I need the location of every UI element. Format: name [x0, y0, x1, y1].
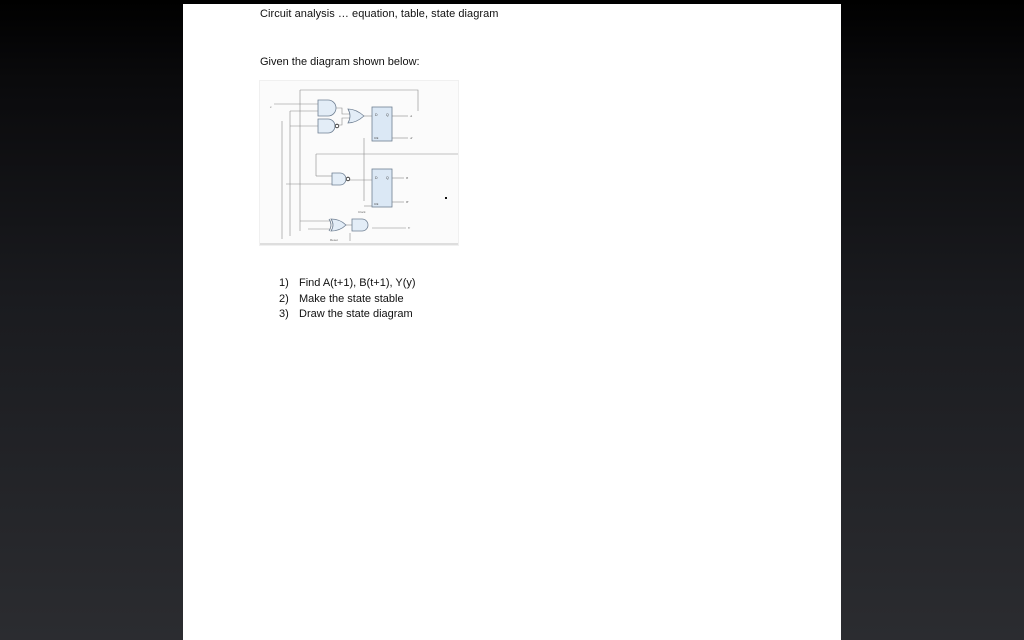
signal-a-label: A: [410, 114, 413, 118]
intro-text: Given the diagram shown below:: [260, 56, 420, 68]
ffb-d-label: D: [375, 176, 378, 180]
clock-label: Clock: [358, 210, 366, 214]
ffb-q-label: Q: [386, 176, 389, 180]
nand-gate: [332, 173, 346, 185]
or-gate: [348, 109, 364, 123]
circuit-svg: [260, 81, 458, 245]
reset-label: Reset: [330, 238, 338, 242]
xor-gate: [331, 219, 346, 231]
circuit-diagram: [259, 80, 459, 246]
document-page: [183, 4, 841, 640]
question-list: [279, 276, 416, 323]
ffa-clk-label: Clk: [374, 136, 379, 140]
list-item: [279, 276, 416, 292]
question-number: 3): [279, 308, 289, 320]
inverter-bubble: [335, 124, 339, 128]
ffb-clk-label: Clk: [374, 202, 379, 206]
list-item: [279, 307, 416, 323]
signal-b-not-label: B': [406, 200, 409, 204]
question-text: Find A(t+1), B(t+1), Y(y): [299, 277, 416, 289]
question-text: Draw the state diagram: [299, 308, 413, 320]
question-number: 1): [279, 277, 289, 289]
ffa-d-label: D: [375, 113, 378, 117]
and-gate-output: [352, 219, 368, 231]
question-text: Make the state stable: [299, 292, 404, 305]
signal-y-label: Y: [408, 226, 410, 230]
and-gate-2: [318, 119, 335, 133]
and-gate-1: [318, 100, 336, 116]
ffa-q-label: Q: [386, 113, 389, 117]
nand-bubble: [346, 177, 350, 181]
input-x-label: x: [270, 105, 272, 109]
signal-b-label: B: [406, 176, 409, 180]
signal-a-not-label: A': [410, 136, 413, 140]
question-number: 2): [279, 292, 289, 305]
stray-dot: [445, 197, 447, 199]
list-item: [279, 292, 416, 308]
document-heading: Circuit analysis … equation, table, state diagram: [260, 8, 499, 20]
